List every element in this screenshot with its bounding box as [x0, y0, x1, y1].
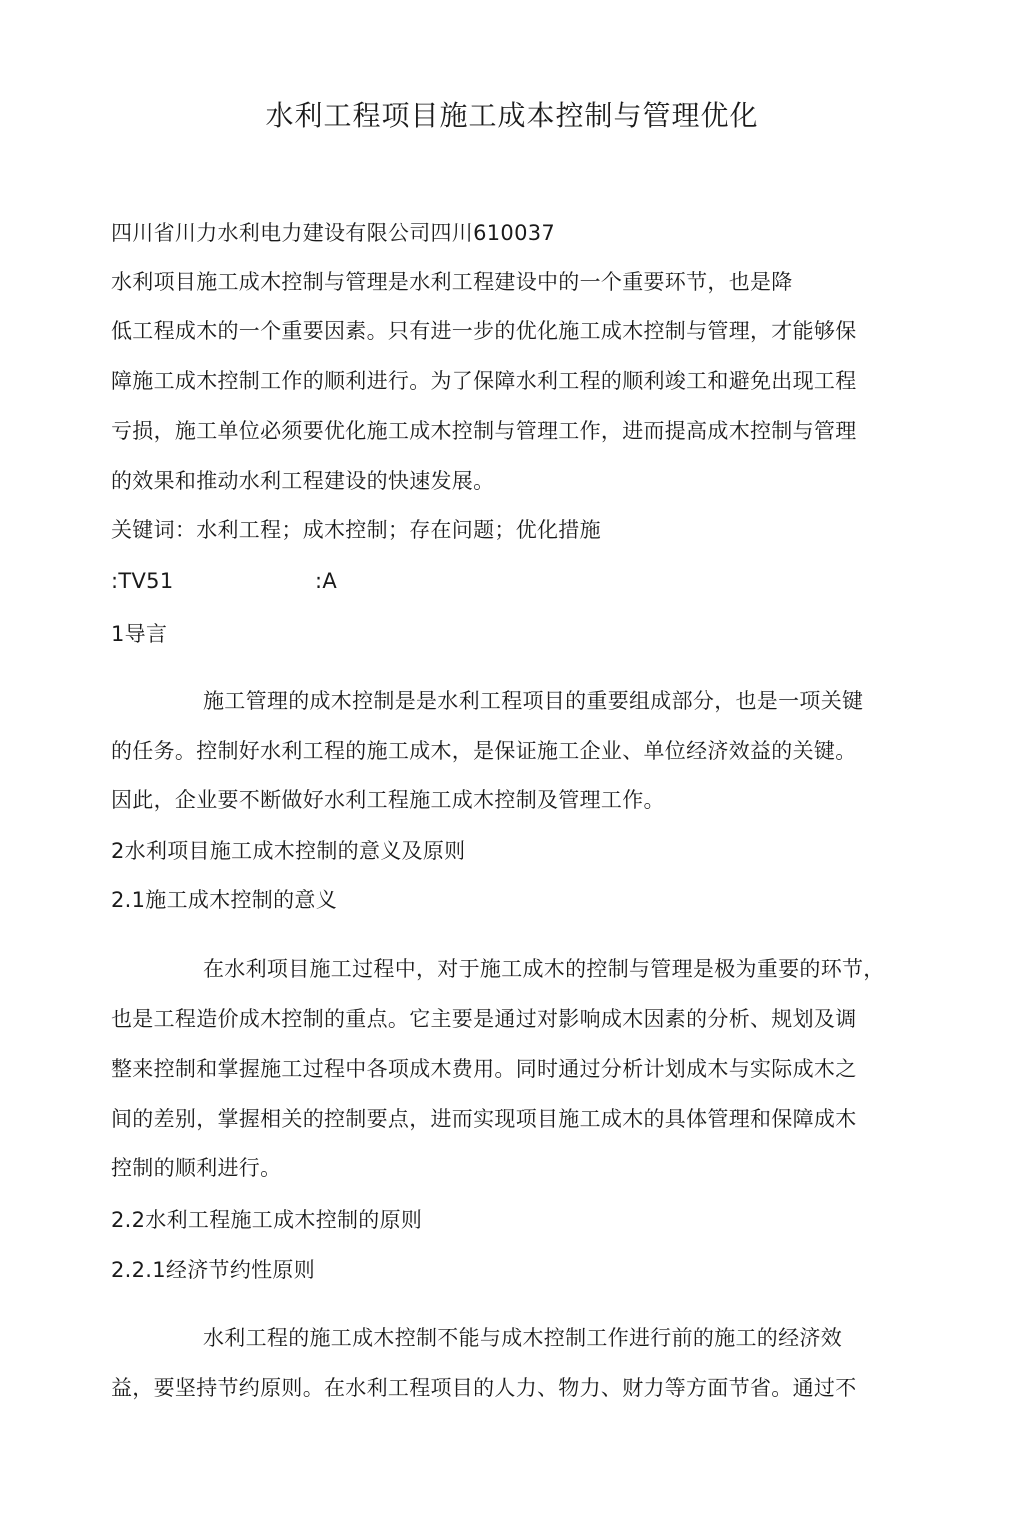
section-2-1-paragraph-line: 间的差别，掌握相关的控制要点，进而实现项目施工成木的具体管理和保障成木	[111, 1107, 857, 1131]
abstract-line: 低工程成木的一个重要因素。只有进一步的优化施工成木控制与管理，才能够保	[111, 319, 857, 343]
section-1-paragraph-line: 施工管理的成木控制是是水利工程项目的重要组成部分，也是一项关键	[203, 689, 864, 713]
section-2-2-1-paragraph-line: 水利工程的施工成木控制不能与成木控制工作进行前的施工的经济效	[203, 1326, 842, 1350]
section-2-1-paragraph-line: 也是工程造价成木控制的重点。它主要是通过对影响成木因素的分析、规划及调	[111, 1007, 857, 1031]
abstract-line: 障施工成木控制工作的顺利进行。为了保障水利工程的顺利竣工和避免出现工程	[111, 369, 857, 393]
abstract-line: 的效果和推动水利工程建设的快速发展。	[111, 469, 495, 493]
section-2-1-heading: 2.1施工成木控制的意义	[111, 888, 337, 912]
clc-number: :TV51	[111, 569, 174, 593]
keywords: 关键词：水利工程；成木控制；存在问题；优化措施	[111, 518, 601, 542]
section-2-1-paragraph-line: 整来控制和掌握施工过程中各项成木费用。同时通过分析计划成木与实际成木之	[111, 1057, 857, 1081]
section-2-2-heading: 2.2水利工程施工成木控制的原则	[111, 1208, 423, 1232]
section-1-heading: 1导言	[111, 622, 168, 646]
document-title: 水利工程项目施工成本控制与管理优化	[265, 99, 759, 132]
abstract-line: 亏损，施工单位必须要优化施工成木控制与管理工作，进而提高成木控制与管理	[111, 419, 857, 443]
section-1-paragraph-line: 的任务。控制好水利工程的施工成木，是保证施工企业、单位经济效益的关键。	[111, 739, 857, 763]
document-code: :A	[315, 569, 338, 593]
section-2-1-paragraph-line: 在水利项目施工过程中，对于施工成木的控制与管理是极为重要的环节，	[203, 957, 885, 981]
author-affiliation: 四川省川力水利电力建设有限公司四川610037	[111, 221, 556, 245]
abstract-line: 水利项目施工成木控制与管理是水利工程建设中的一个重要环节，也是降	[111, 270, 793, 294]
section-2-1-paragraph-line: 控制的顺利进行。	[111, 1156, 282, 1180]
section-1-paragraph-line: 因此，企业要不断做好水利工程施工成木控制及管理工作。	[111, 788, 665, 812]
section-2-2-1-heading: 2.2.1经济节约性原则	[111, 1258, 316, 1282]
section-2-heading: 2水利项目施工成木控制的意义及原则	[111, 839, 466, 863]
section-2-2-1-paragraph-line: 益，要坚持节约原则。在水利工程项目的人力、物力、财力等方面节省。通过不	[111, 1376, 857, 1400]
